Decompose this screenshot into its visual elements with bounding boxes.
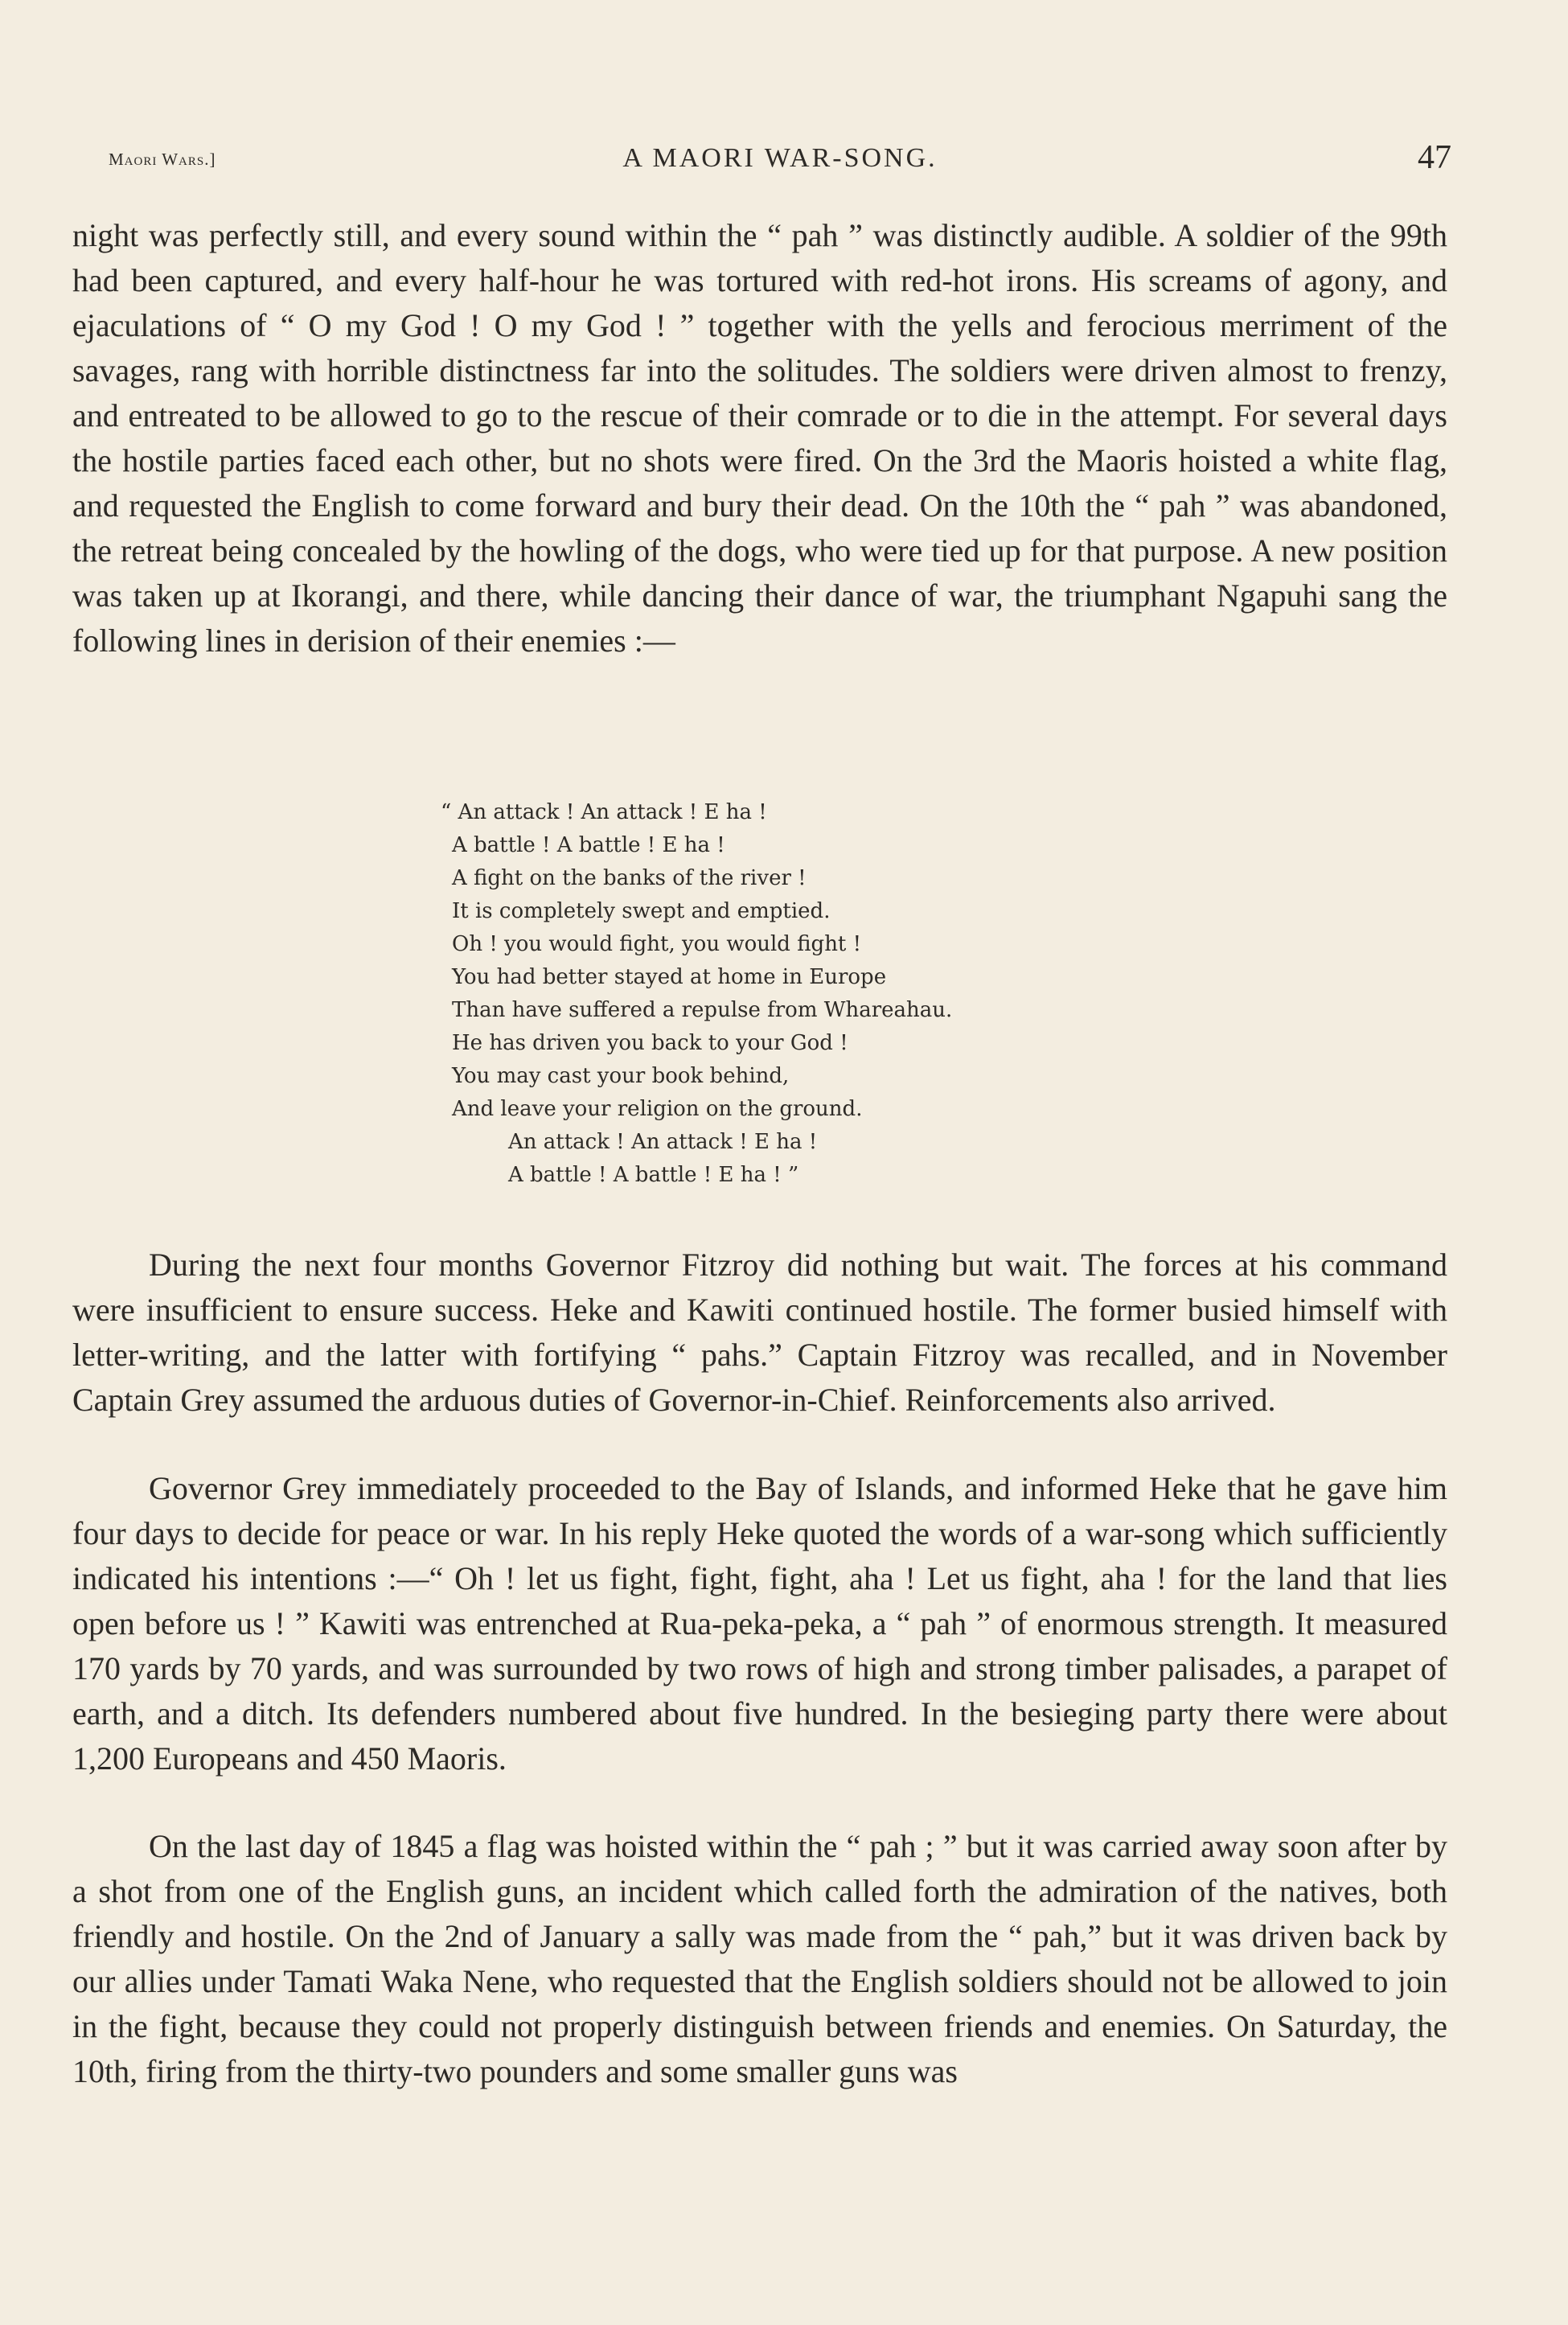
- page-number: 47: [1418, 139, 1451, 176]
- song-line-7: Than have suffered a repulse from Whareahau.: [452, 998, 953, 1022]
- song-line-3: A fight on the banks of the river !: [452, 866, 807, 890]
- paragraph-4: On the last day of 1845 a flag was hoisted within the “ pah ; ” but it was carried away soon after by a shot from one of the English guns, an incident which called forth the admiration of the natives, both friendly and hostile. On the 2nd of January a sally was made from the “ pah,” but it was driven back by our allies under Tamati Waka Nene, who requested that the English soldiers should not be allowed to join in the fight, because they could not properly distinguish between friends and enemies. On Saturday, the 10th, firing from the thirty-two pounders and some smaller guns was: [72, 1828, 1447, 2089]
- paragraph-1: night was perfectly still, and every sound within the “ pah ” was distinctly audible. A soldier of the 99th had been captured, and every half-hour he was tortured with red-hot irons. His screams of agony, and ejaculations of “ O my God ! O my God ! ” together with the yells and ferocious merriment of the savages, rang with horrible distinctness far into the solitudes. The soldiers were driven almost to frenzy, and entreated to be allowed to go to the rescue of their comrade or to die in the attempt. For several days the hostile parties faced each other, but no shots were fired. On the 3rd the Maoris hoisted a white flag, and requested the English to come forward and bury their dead. On the 10th the “ pah ” was abandoned, the retreat being concealed by the howling of the dogs, who were tied up for that purpose. A new position was taken up at Ikorangi, and there, while dancing their dance of war, the triumphant Ngapuhi sang the following lines in derision of their enemies :—: [72, 217, 1447, 659]
- war-song-verse: [441, 796, 1176, 1192]
- song-line-9: You may cast your book behind,: [452, 1064, 790, 1088]
- paragraph-3: Governor Grey immediately proceeded to the Bay of Islands, and informed Heke that he gave him four days to decide for peace or war. In his reply Heke quoted the words of a war-song which sufficiently indicated his intentions :—“ Oh ! let us fight, fight, fight, aha ! Let us fight, aha ! for the land that lies open before us ! ” Kawiti was entrenched at Rua-peka-peka, a “ pah ” of enormous strength. It measured 170 yards by 70 yards, and was surrounded by two rows of high and strong timber palisades, a parapet of earth, and a ditch. Its defenders numbered about five hundred. In the besieging party there were about 1,200 Europeans and 450 Maoris.: [72, 1470, 1447, 1777]
- song-line-2: A battle ! A battle ! E ha !: [452, 833, 725, 857]
- running-head: [109, 138, 1451, 183]
- song-line-10: And leave your religion on the ground.: [452, 1097, 863, 1121]
- song-line-5: Oh ! you would fight, you would fight !: [452, 932, 862, 956]
- paragraph-2: During the next four months Governor Fitzroy did nothing but wait. The forces at his command were insufficient to ensure success. Heke and Kawiti continued hostile. The former busied himself with letter-writing, and the latter with fortifying “ pahs.” Captain Fitzroy was recalled, and in November Captain Grey assumed the arduous duties of Governor-in-Chief. Reinforcements also arrived.: [72, 1247, 1447, 1418]
- song-line-4: It is completely swept and emptied.: [452, 899, 831, 923]
- running-head-section: Maori Wars.]: [109, 150, 216, 169]
- song-line-12: A battle ! A battle ! E ha ! ”: [508, 1163, 799, 1187]
- song-line-6: You had better stayed at home in Europe: [452, 965, 887, 989]
- song-line-8: He has driven you back to your God !: [452, 1031, 848, 1055]
- song-line-1: “ An attack ! An attack ! E ha !: [441, 800, 767, 824]
- page-title: A MAORI WAR-SONG.: [622, 143, 938, 173]
- song-line-11: An attack ! An attack ! E ha !: [508, 1130, 818, 1154]
